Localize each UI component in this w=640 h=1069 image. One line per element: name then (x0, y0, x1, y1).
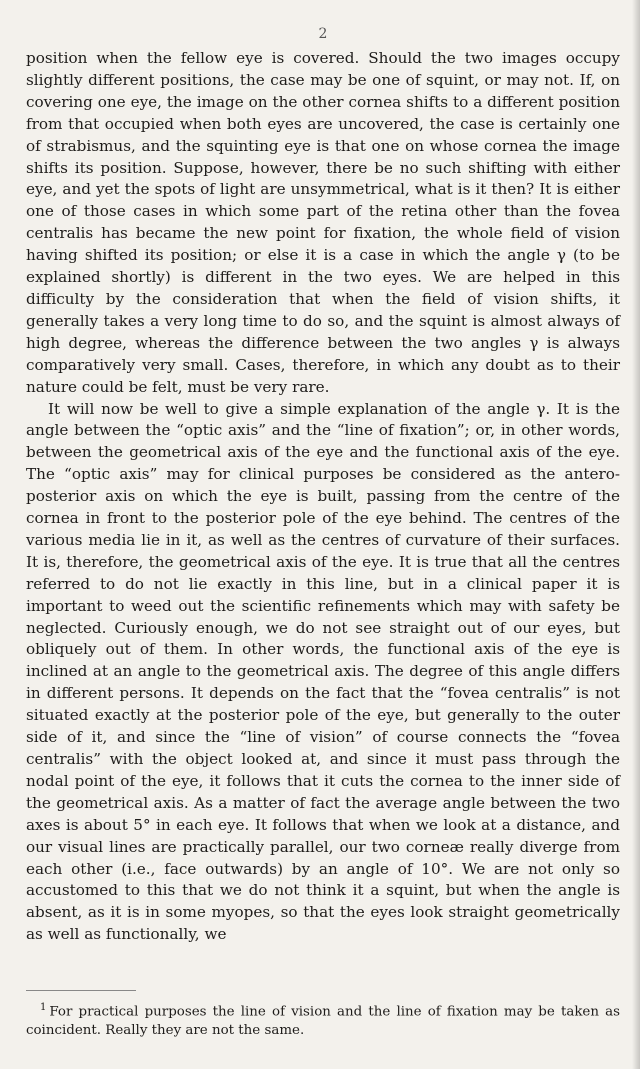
book-page (26, 0, 620, 1069)
page-number: 2 (318, 26, 328, 42)
paragraph-2: It will now be well to give a simple explanation of the angle γ. It is the angle between the “optic axis” and the “line of fixation”; or, in other words, between the geometrical axis of the eye and the functional axis of the eye. The “optic axis” may for clinical purposes be considered as the antero-posterior axis on which the eye is built, passing from the centre of the cornea in front to the posterior pole of the eye behind. The centres of the various media lie in it, as well as the centres of curvature of their surfaces. It is, therefore, the geometrical axis of the eye. It is true that all the centres referred to do not lie exactly in this line, but in a clinical paper it is important to weed out the scientific refinements which may with safety be neglected. Curiously enough, we do not see straight out of our eyes, but obliquely out of them. In other words, the functional axis of the eye is inclined at an angle to the geometrical axis. The degree of this angle differs in different persons. It depends on the fact that the “fovea centralis” is not situated exactly at the posterior pole of the eye, but generally to the outer side of it, and since the “line of vision” of course connects the “fovea centralis” with the object looked at, and since it must pass through the nodal point of the eye, it follows that it cuts the cornea to the inner side of the geometrical axis. As a matter of fact the average angle between the two axes is about 5° in each eye. It follows that when we look at a distance, and our visual lines are practically parallel, our two corneæ really diverge from each other (i.e., face outwards) by an angle of 10°. We are not only so accustomed to this that we do not think it a squint, but when the angle is absent, as it is in some myopes, so that the eyes look straight geometrically as well as functionally, we (26, 399, 620, 944)
body-text (26, 48, 620, 946)
paragraph-1: position when the fellow eye is covered. Should the two images occupy slightly different positions, the case may be one of squint, or may not. If, on covering one eye, the image on the other cornea shifts to a different position from that occupied when both eyes are uncovered, the case is certainly one of strabismus, and the squinting eye is that one on whose cornea the image shifts its position. Suppose, however, there be no such shifting with either eye, and yet the spots of light are unsymmetrical, what is it then? It is either one of those cases in which some part of the retina other than the fovea centralis has became the new point for fixation, the whole field of vision having shifted its position; or else it is a case in which the angle γ (to be explained shortly) is different in the two eyes. We are helped in this difficulty by the consideration that when the field of vision shifts, it generally takes a very long time to do so, and the squint is almost always of high degree, whereas the difference between the two angles γ is always comparatively very small. Cases, therefore, in which any doubt as to their nature could be felt, must be very rare. (26, 49, 620, 396)
footnote (26, 998, 620, 1040)
page-edge-shadow (632, 0, 640, 1069)
footnote-divider (26, 990, 136, 991)
footnote-text: For practical purposes the line of vision and the line of fixation may be taken as coincident. Really they are not the same. (26, 1004, 620, 1039)
footnote-marker: 1 (40, 1002, 47, 1013)
